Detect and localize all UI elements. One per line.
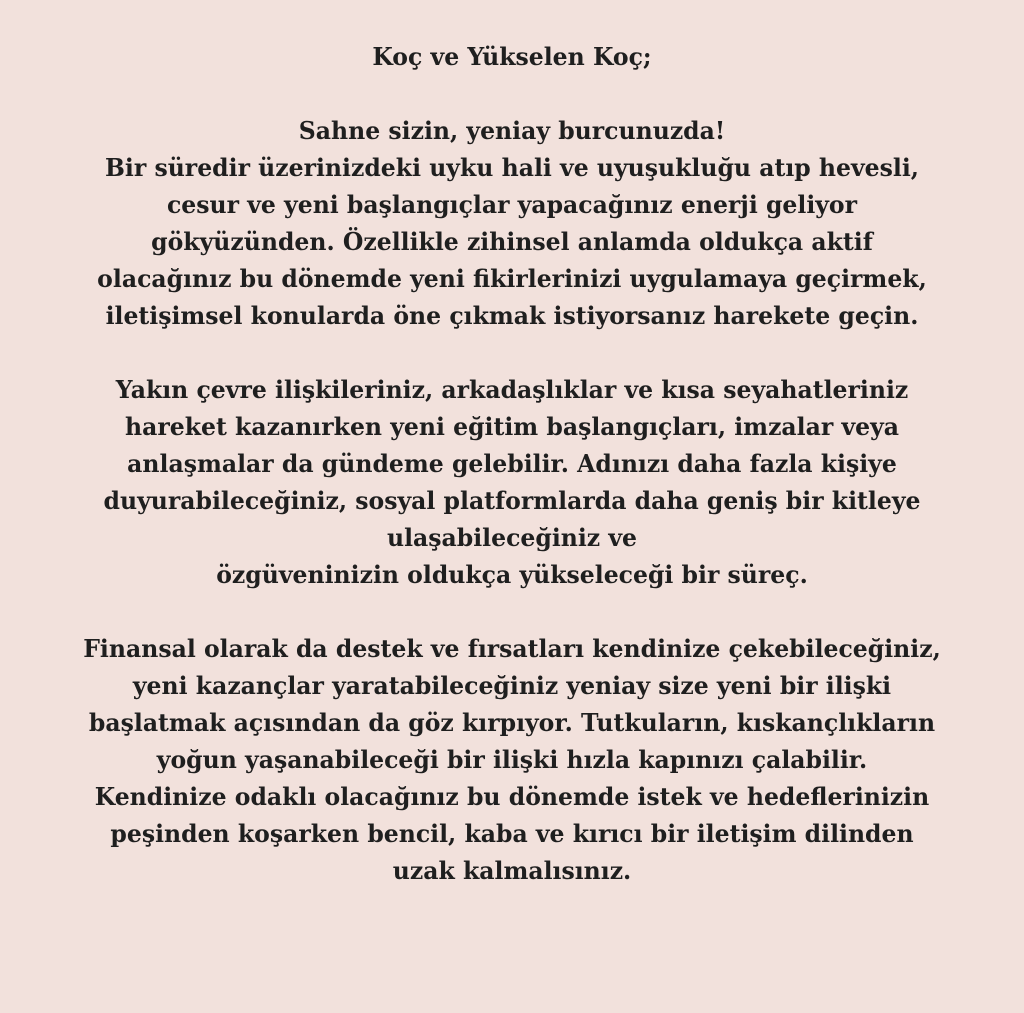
text-line: özgüveninizin oldukça yükseleceği bir süreç. [216, 560, 808, 589]
text-line: olacağınız bu dönemde yeni fikirlerinizi uygulamaya geçirmek, [97, 264, 927, 293]
text-line: Yakın çevre ilişkileriniz, arkadaşlıklar ve kısa seyahatleriniz [115, 375, 909, 404]
page-title: Koç ve Yükselen Koç; [372, 42, 652, 71]
paragraph-3 [0, 630, 1024, 889]
text-line: duyurabileceğiniz, sosyal platformlarda daha geniş bir kitleye [103, 486, 921, 515]
spacer [0, 593, 1024, 630]
text-line: hareket kazanırken yeni eğitim başlangıçları, imzalar veya [124, 412, 900, 441]
spacer [0, 75, 1024, 112]
text-line: Bir süredir üzerinizdeki uyku hali ve uyuşukluğu atıp hevesli, [105, 153, 919, 182]
paragraph-1 [0, 112, 1024, 334]
text-line: Sahne sizin, yeniay burcunuzda! [298, 116, 726, 145]
text-line: gökyüzünden. Özellikle zihinsel anlamda oldukça aktif [151, 227, 873, 256]
text-line: peşinden koşarken bencil, kaba ve kırıcı bir iletişim dilinden [110, 819, 914, 848]
text-line: yeni kazançlar yaratabileceğiniz yeniay size yeni bir ilişki [132, 671, 892, 700]
text-line: anlaşmalar da gündeme gelebilir. Adınızı daha fazla kişiye [127, 449, 897, 478]
text-line: iletişimsel konularda öne çıkmak istiyorsanız harekete geçin. [105, 301, 919, 330]
paragraph-2 [0, 371, 1024, 593]
text-line: ulaşabileceğiniz ve [386, 523, 638, 552]
spacer [0, 334, 1024, 371]
text-line: Kendinize odaklı olacağınız bu dönemde istek ve hedeflerinizin [94, 782, 930, 811]
text-line: Finansal olarak da destek ve fırsatları kendinize çekebileceğiniz, [83, 634, 941, 663]
text-line: cesur ve yeni başlangıçlar yapacağınız enerji geliyor [166, 190, 858, 219]
text-line: başlatmak açısından da göz kırpıyor. Tutkuların, kıskançlıkların [88, 708, 936, 737]
text-line: yoğun yaşanabileceği bir ilişki hızla kapınızı çalabilir. [156, 745, 868, 774]
text-line: uzak kalmalısınız. [392, 856, 632, 885]
